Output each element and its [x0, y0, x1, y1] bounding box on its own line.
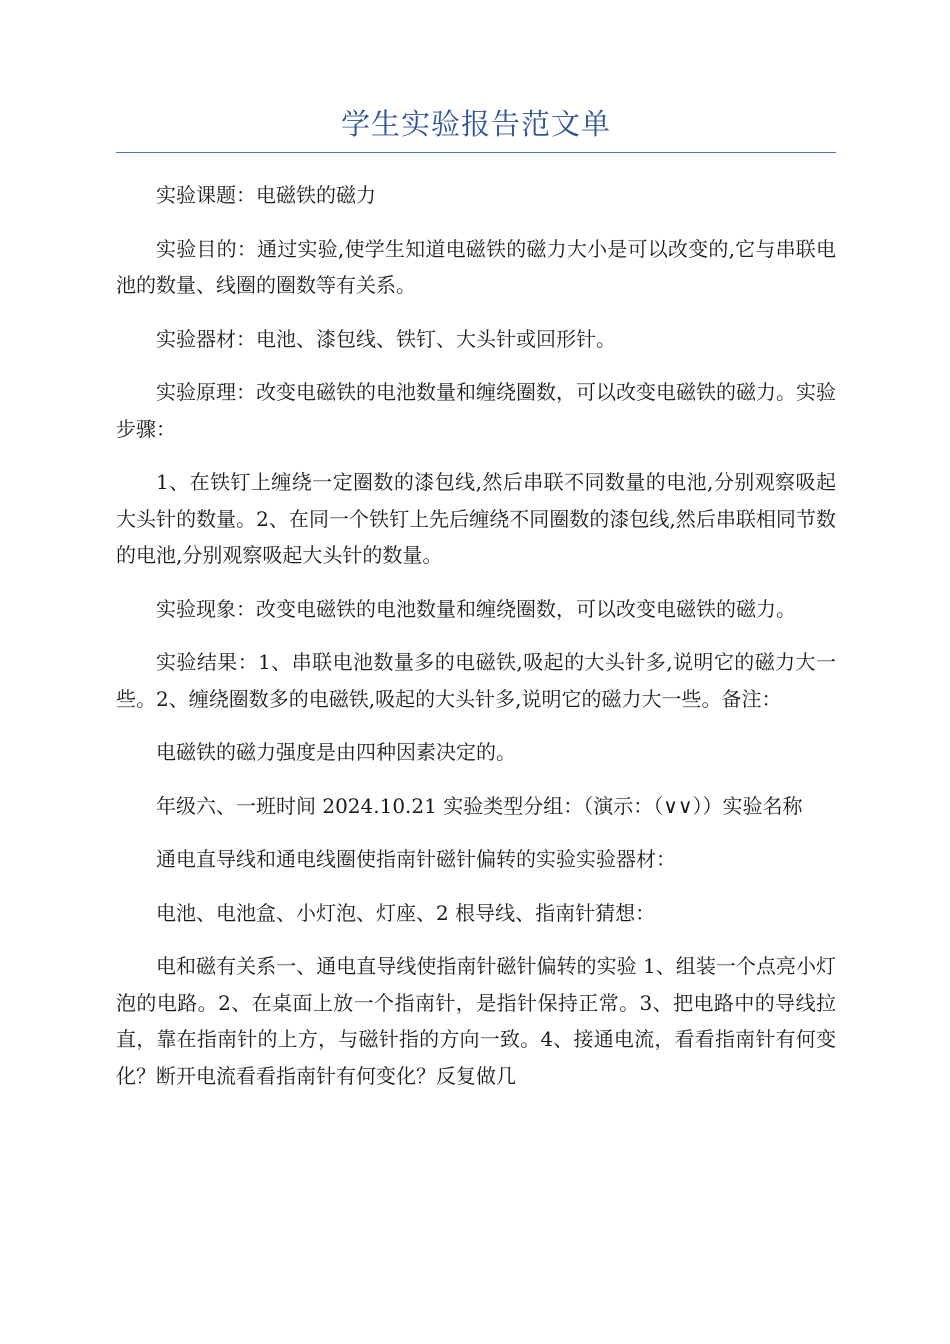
paragraph-note: 电磁铁的磁力强度是由四种因素决定的。: [156, 740, 516, 764]
document-body: [116, 177, 836, 1094]
paragraph-equipment: 电池、电池盒、小灯泡、灯座、2 根导线、指南针猜想：: [156, 900, 656, 925]
paragraph-grade-info: 年级六、一班时间 2024.10.21 实验类型分组：（演示：（∨∨））实验名称: [156, 793, 803, 818]
paragraph-topic: 实验课题：电磁铁的磁力: [156, 183, 376, 207]
document-page: [116, 104, 836, 1111]
paragraph-procedure: 电和磁有关系一、通电直导线使指南针磁针偏转的实验 1、组装一个点亮小灯泡的电路。2、在桌面上放一个指南针，是指针保持正常。3、把电路中的导线拉直，靠在指南针的上方，与磁针指的方向一致。4、接通电流，看看指南针有何变化？断开电流看看指南针有何变化？反复做几: [116, 954, 836, 1088]
paragraph-phenomenon: 实验现象：改变电磁铁的电池数量和缠绕圈数，可以改变电磁铁的磁力。: [156, 596, 796, 621]
document-title: 学生实验报告范文单: [116, 104, 836, 153]
paragraph-steps: 1、在铁钉上缠绕一定圈数的漆包线,然后串联不同数量的电池,分别观察吸起大头针的数量。2、在同一个铁钉上先后缠绕不同圈数的漆包线,然后串联相同节数的电池,分别观察吸起大头针的数量。: [116, 470, 836, 567]
paragraph-result: 实验结果：1、串联电池数量多的电磁铁,吸起的大头针多,说明它的磁力大一些。2、缠绕圈数多的电磁铁,吸起的大头针多,说明它的磁力大一些。备注：: [116, 650, 836, 711]
paragraph-purpose: 实验目的：通过实验,使学生知道电磁铁的磁力大小是可以改变的,它与串联电池的数量、线圈的圈数等有关系。: [116, 236, 836, 297]
paragraph-experiment-name: 通电直导线和通电线圈使指南针磁针偏转的实验实验器材：: [156, 847, 676, 871]
paragraph-materials: 实验器材：电池、漆包线、铁钉、大头针或回形针。: [156, 326, 616, 351]
paragraph-principle: 实验原理：改变电磁铁的电池数量和缠绕圈数，可以改变电磁铁的磁力。实验步骤：: [116, 380, 836, 441]
